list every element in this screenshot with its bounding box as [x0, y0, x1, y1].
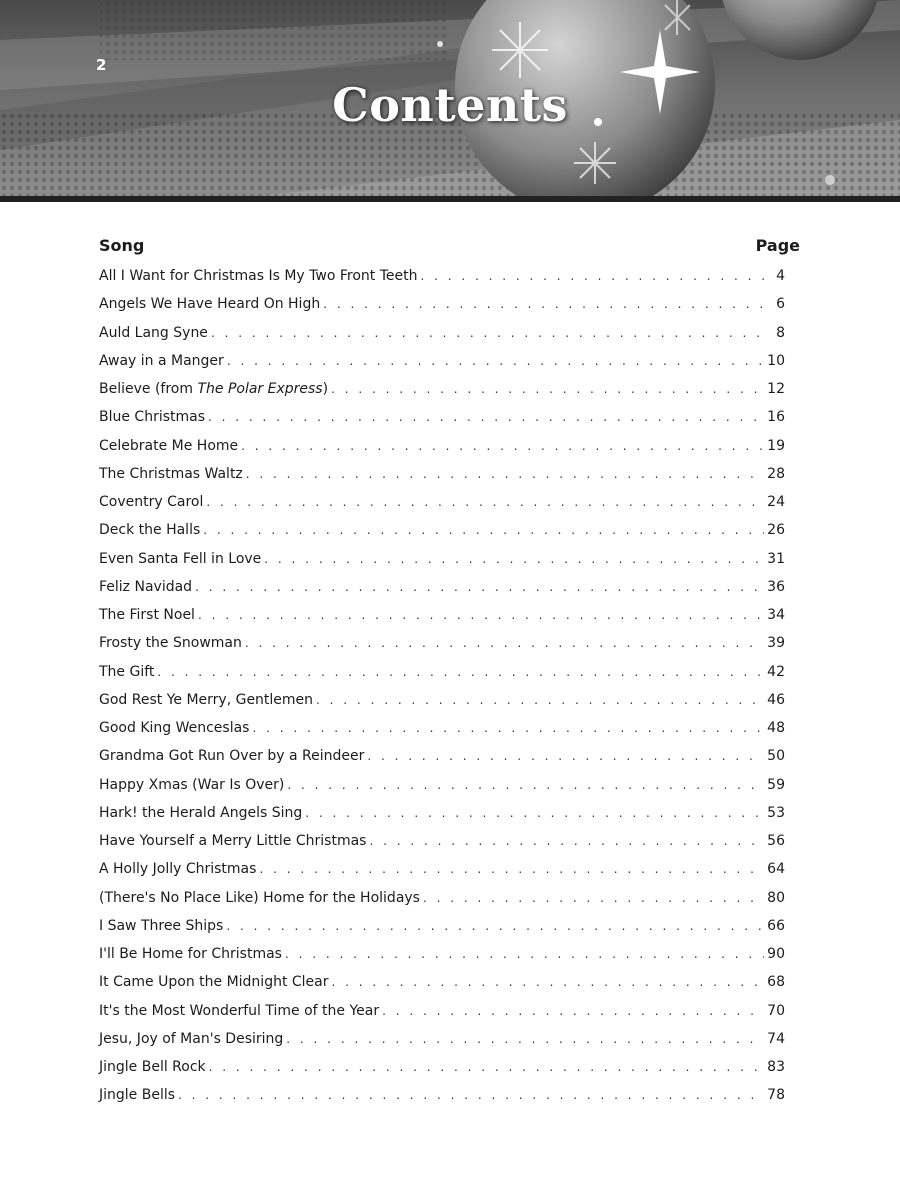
dot-leader [287, 778, 764, 792]
dot-leader [305, 806, 764, 820]
toc-entry[interactable] [99, 522, 785, 550]
page-ref: 50 [767, 748, 785, 765]
page-ref: 8 [776, 324, 785, 341]
toc-entry[interactable] [99, 353, 785, 381]
song-title: A Holly Jolly Christmas [99, 861, 257, 878]
toc-entry[interactable] [99, 381, 785, 409]
toc-entry[interactable] [99, 974, 785, 1002]
ornament-ball-right [720, 0, 880, 60]
dot-leader [332, 975, 764, 989]
song-title: It's the Most Wonderful Time of the Year [99, 1002, 380, 1019]
toc-entry[interactable] [99, 833, 785, 861]
song-title: Angels We Have Heard On High [99, 296, 321, 313]
song-title: The Gift [99, 663, 155, 680]
dot-leader [195, 580, 764, 594]
page-ref: 12 [767, 381, 785, 397]
dot-leader [331, 382, 764, 396]
page-number: 2 [96, 56, 107, 74]
page-ref: 70 [767, 1002, 785, 1019]
song-title: Good King Wenceslas [99, 720, 250, 736]
dot-leader [323, 297, 764, 311]
page-ref: 46 [767, 691, 785, 708]
song-title: Hark! the Herald Angels Sing [99, 804, 303, 821]
dot-leader [178, 1088, 764, 1102]
header-divider [0, 196, 900, 202]
toc-entry[interactable] [99, 664, 785, 692]
dot-leader [285, 947, 764, 961]
dot-leader [420, 269, 764, 283]
toc-entry[interactable] [99, 409, 785, 437]
snowflake-icon [574, 142, 616, 184]
song-column-header: Song [99, 236, 145, 255]
page-ref: 19 [767, 437, 785, 454]
toc-entry[interactable] [99, 890, 785, 918]
toc-entry[interactable] [99, 466, 785, 494]
page-ref: 56 [767, 833, 785, 849]
page-ref: 26 [767, 522, 785, 539]
page-ref: 90 [767, 946, 785, 962]
page-column-header: Page [755, 236, 800, 255]
dot-leader [286, 1032, 764, 1046]
song-title: Jingle Bell Rock [99, 1059, 206, 1075]
song-title: Happy Xmas (War Is Over) [99, 776, 285, 793]
toc-entry[interactable] [99, 1031, 785, 1059]
dot-leader [226, 919, 764, 933]
toc-entry[interactable] [99, 325, 785, 353]
dot-leader [208, 410, 764, 424]
toc-entry[interactable] [99, 918, 785, 946]
song-title: Even Santa Fell in Love [99, 550, 262, 567]
song-title: Jesu, Joy of Man's Desiring [99, 1030, 284, 1047]
dot-leader [241, 439, 764, 453]
song-title: It Came Upon the Midnight Clear [99, 974, 329, 991]
dot-leader [211, 326, 764, 340]
dot-leader [203, 523, 764, 537]
page-ref: 6 [776, 296, 785, 313]
header-banner [0, 0, 900, 196]
song-title: Blue Christmas [99, 409, 206, 426]
page-ref: 31 [767, 550, 785, 567]
song-title: (There's No Place Like) Home for the Holidays [99, 889, 420, 906]
page-ref: 59 [767, 776, 785, 793]
toc-entry[interactable] [99, 607, 785, 635]
page-ref: 83 [767, 1059, 785, 1075]
dot-leader [367, 749, 764, 763]
song-title: Feliz Navidad [99, 578, 193, 595]
toc-entry[interactable] [99, 805, 785, 833]
dot-leader [246, 467, 764, 481]
page-ref: 74 [767, 1030, 785, 1047]
song-title: God Rest Ye Merry, Gentlemen [99, 691, 314, 708]
toc-header [99, 236, 800, 262]
dot-leader [157, 665, 764, 679]
page-ref: 53 [767, 804, 785, 821]
toc-entry[interactable] [99, 946, 785, 974]
toc-entry[interactable] [99, 777, 785, 805]
song-title: Jingle Bells [99, 1087, 176, 1104]
page-ref: 66 [767, 917, 785, 934]
toc-entry[interactable] [99, 268, 785, 296]
page-ref: 16 [767, 409, 785, 426]
toc-entry[interactable] [99, 635, 785, 663]
dot-leader [259, 862, 764, 876]
page-ref: 28 [767, 465, 785, 482]
page-ref: 34 [767, 607, 785, 623]
song-title: All I Want for Christmas Is My Two Front Teeth [99, 268, 418, 284]
toc-entry[interactable] [99, 1059, 785, 1087]
page-ref: 39 [767, 635, 785, 652]
song-title: The Christmas Waltz [99, 465, 243, 482]
song-title: I'll Be Home for Christmas [99, 946, 282, 962]
dot-leader [198, 608, 764, 622]
toc-entry[interactable] [99, 1003, 785, 1031]
page-ref: 24 [767, 494, 785, 510]
toc-entry[interactable] [99, 494, 785, 522]
page-ref: 36 [767, 578, 785, 595]
page-ref: 68 [767, 974, 785, 991]
song-title: Away in a Manger [99, 352, 224, 369]
page-ref: 48 [767, 720, 785, 736]
toc-entry[interactable] [99, 692, 785, 720]
toc-list [99, 268, 800, 1116]
toc-entry[interactable] [99, 861, 785, 889]
song-title: I Saw Three Ships [99, 917, 224, 934]
page-ref: 64 [767, 861, 785, 878]
snowflake-icon [492, 22, 548, 78]
toc-entry[interactable] [99, 1087, 785, 1115]
table-of-contents [99, 236, 800, 1116]
song-title: Coventry Carol [99, 494, 204, 510]
dot-leader [209, 1060, 764, 1074]
song-title: Have Yourself a Merry Little Christmas [99, 833, 367, 849]
toc-entry[interactable] [99, 296, 785, 324]
song-title: Auld Lang Syne [99, 324, 208, 341]
dot-leader [423, 891, 764, 905]
dot-leader [245, 636, 764, 650]
toc-entry[interactable] [99, 748, 785, 776]
page-ref: 78 [767, 1087, 785, 1104]
song-title: The First Noel [99, 607, 195, 623]
toc-entry[interactable] [99, 579, 785, 607]
song-title: Celebrate Me Home [99, 437, 239, 454]
dot-leader [382, 1004, 764, 1018]
page-title: Contents [332, 78, 568, 132]
dot-leader [206, 495, 764, 509]
song-title: Believe (from The Polar Express) [99, 381, 329, 397]
page-ref: 4 [776, 268, 785, 284]
dot-leader [369, 834, 764, 848]
page-ref: 42 [767, 663, 785, 680]
song-title: Deck the Halls [99, 522, 201, 539]
page-ref: 10 [767, 352, 785, 369]
song-title: Frosty the Snowman [99, 635, 242, 652]
song-title: Grandma Got Run Over by a Reindeer [99, 748, 365, 765]
dot-leader [252, 721, 764, 735]
dot-leader [227, 354, 764, 368]
dot-leader [264, 552, 764, 566]
toc-entry[interactable] [99, 720, 785, 748]
toc-entry[interactable] [99, 438, 785, 466]
page-ref: 80 [767, 889, 785, 906]
toc-entry[interactable] [99, 551, 785, 579]
dot-leader [316, 693, 764, 707]
